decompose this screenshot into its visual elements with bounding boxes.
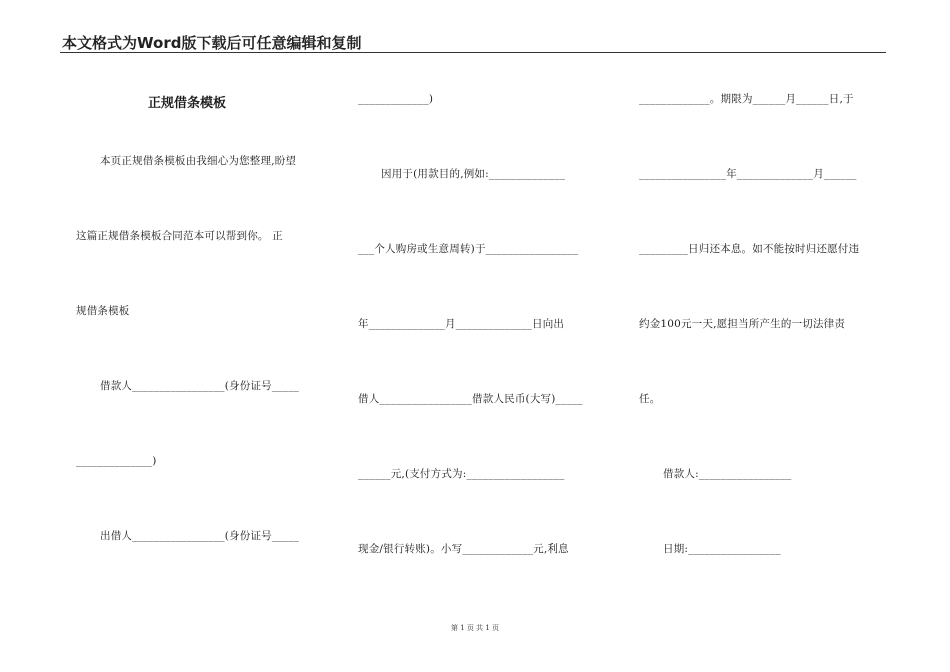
col1-line-1: 本页正规借条模板由我细心为您整理,盼望 <box>100 155 297 167</box>
col2-line-1: _____________) <box>358 93 434 105</box>
col1-line-4: 借款人_________________(身份证号_____ <box>100 380 300 392</box>
col1-line-2: 这篇正规借条模板合同范本可以帮到你。 正 <box>76 230 283 242</box>
page-footer: 第 1 页 共 1 页 <box>450 624 500 632</box>
col3-line-4: 约金100元一天,愿担当所产生的一切法律责 <box>639 318 846 330</box>
col2-line-4: 年______________月______________日向出 <box>358 318 565 330</box>
col2-line-5: 借人_________________借款人民币(大写)_____ <box>358 393 583 405</box>
col1-line-6: 出借人_________________(身份证号_____ <box>100 530 300 542</box>
col2-line-6: ______元,(支付方式为:__________________ <box>358 468 565 480</box>
col3-line-5: 任。 <box>639 393 661 405</box>
document-header: 本文格式为Word版下载后可任意编辑和复制 <box>62 34 362 52</box>
document-title: 正规借条模板 <box>148 96 227 111</box>
col3-line-3: _________日归还本息。如不能按时归还愿付违 <box>639 243 860 255</box>
col1-line-5: ______________) <box>76 455 157 467</box>
col2-line-7: 现金/银行转账)。小写_____________元,利息 <box>358 543 569 555</box>
col3-line-6: 借款人:_________________ <box>663 468 792 480</box>
col3-line-1: _____________。期限为______月______日,于 <box>639 93 854 105</box>
col3-line-2: ________________年______________月______ <box>639 168 857 180</box>
col2-line-2: 因用于(用款目的,例如:______________ <box>381 168 566 180</box>
col1-line-3: 规借条模板 <box>76 305 130 317</box>
col2-line-3: ___个人购房或生意周转)于_________________ <box>358 243 579 255</box>
col3-line-7: 日期:_________________ <box>663 543 781 555</box>
header-divider <box>60 52 886 53</box>
